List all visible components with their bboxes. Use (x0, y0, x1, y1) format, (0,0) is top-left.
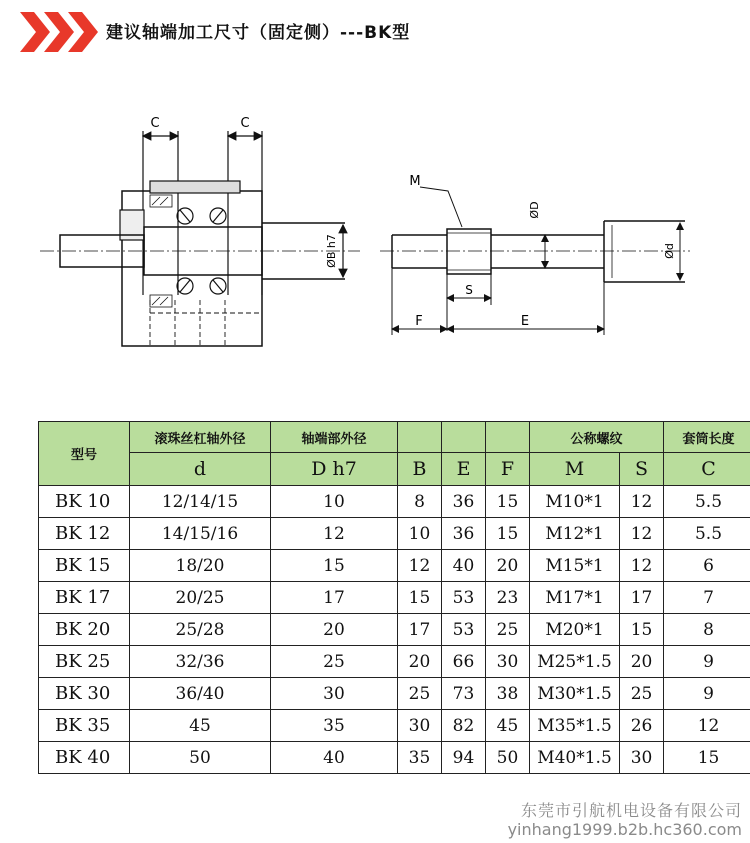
table-row (39, 742, 750, 774)
table-row (39, 710, 750, 742)
table-row (39, 550, 750, 582)
cell-d: 14/15/16 (130, 518, 271, 550)
cell-model: BK 20 (39, 614, 130, 646)
page-title: 建议轴端加工尺寸（固定侧）---BK型 (106, 23, 411, 43)
cell-dh7: 15 (271, 550, 398, 582)
cell-e: 40 (442, 550, 486, 582)
cell-d: 32/36 (130, 646, 271, 678)
cell-model: BK 15 (39, 550, 130, 582)
cell-m: M10*1 (530, 486, 620, 518)
cell-s: 26 (620, 710, 664, 742)
cell-model: BK 17 (39, 582, 130, 614)
cell-m: M30*1.5 (530, 678, 620, 710)
cell-m: M15*1 (530, 550, 620, 582)
cell-b: 15 (398, 582, 442, 614)
cell-f: 38 (486, 678, 530, 710)
cell-b: 25 (398, 678, 442, 710)
cell-b: 8 (398, 486, 442, 518)
cell-e: 53 (442, 582, 486, 614)
table-row (39, 614, 750, 646)
cell-f: 25 (486, 614, 530, 646)
chevron-right-icon (20, 12, 110, 52)
header-f-top (486, 422, 530, 453)
subheader-m: M (530, 453, 620, 486)
dim-label-f: F (415, 314, 423, 329)
cell-m: M20*1 (530, 614, 620, 646)
cell-m: M40*1.5 (530, 742, 620, 774)
dim-label-d-inner: Ød (663, 243, 676, 259)
cell-e: 82 (442, 710, 486, 742)
cell-e: 36 (442, 518, 486, 550)
dim-label-c-right: C (240, 116, 250, 131)
cell-s: 12 (620, 486, 664, 518)
table-row (39, 486, 750, 518)
cell-f: 15 (486, 518, 530, 550)
cell-s: 12 (620, 518, 664, 550)
cell-dh7: 25 (271, 646, 398, 678)
cell-d: 12/14/15 (130, 486, 271, 518)
cell-c: 15 (664, 742, 750, 774)
dim-label-m: M (409, 174, 421, 189)
cell-d: 25/28 (130, 614, 271, 646)
table-header-row (39, 422, 750, 453)
cell-c: 8 (664, 614, 750, 646)
company-name: 东莞市引航机电设备有限公司 (520, 801, 742, 820)
header-e-top (442, 422, 486, 453)
cell-d: 18/20 (130, 550, 271, 582)
page-header (0, 0, 750, 62)
header-end-od: 轴端部外径 (271, 422, 398, 453)
cell-s: 30 (620, 742, 664, 774)
cell-m: M12*1 (530, 518, 620, 550)
cell-dh7: 17 (271, 582, 398, 614)
cell-f: 30 (486, 646, 530, 678)
cell-m: M35*1.5 (530, 710, 620, 742)
cell-f: 50 (486, 742, 530, 774)
cell-f: 20 (486, 550, 530, 582)
cell-e: 66 (442, 646, 486, 678)
cell-m: M17*1 (530, 582, 620, 614)
cell-dh7: 35 (271, 710, 398, 742)
cell-model: BK 30 (39, 678, 130, 710)
cell-d: 20/25 (130, 582, 271, 614)
company-url: yinhang1999.b2b.hc360.com (507, 820, 742, 839)
table-row (39, 582, 750, 614)
cell-dh7: 20 (271, 614, 398, 646)
header-thread: 公称螺纹 (530, 422, 664, 453)
cell-b: 30 (398, 710, 442, 742)
spec-table (38, 421, 750, 774)
cell-c: 12 (664, 710, 750, 742)
cell-b: 17 (398, 614, 442, 646)
cell-b: 35 (398, 742, 442, 774)
header-model: 型号 (39, 422, 130, 486)
cell-e: 73 (442, 678, 486, 710)
cell-s: 15 (620, 614, 664, 646)
cell-e: 53 (442, 614, 486, 646)
cell-model: BK 25 (39, 646, 130, 678)
header-b-top (398, 422, 442, 453)
cell-s: 25 (620, 678, 664, 710)
table-row (39, 678, 750, 710)
header-shaft-od: 滚珠丝杠轴外径 (130, 422, 271, 453)
cell-model: BK 35 (39, 710, 130, 742)
subheader-e: E (442, 453, 486, 486)
cell-f: 23 (486, 582, 530, 614)
subheader-b: B (398, 453, 442, 486)
dim-label-c-left: C (150, 116, 160, 131)
cell-c: 7 (664, 582, 750, 614)
cell-s: 20 (620, 646, 664, 678)
cell-d: 50 (130, 742, 271, 774)
cell-d: 36/40 (130, 678, 271, 710)
cell-b: 12 (398, 550, 442, 582)
cell-c: 5.5 (664, 518, 750, 550)
cell-d: 45 (130, 710, 271, 742)
subheader-dh7: D h7 (271, 453, 398, 486)
cell-b: 10 (398, 518, 442, 550)
cell-s: 12 (620, 550, 664, 582)
cell-model: BK 12 (39, 518, 130, 550)
cell-s: 17 (620, 582, 664, 614)
subheader-d: d (130, 453, 271, 486)
cell-c: 9 (664, 678, 750, 710)
bearing-assembly-view (40, 131, 360, 347)
shaft-profile-view (380, 221, 690, 282)
dim-label-b: ØB h7 (325, 234, 338, 268)
table-row (39, 518, 750, 550)
cell-m: M25*1.5 (530, 646, 620, 678)
header-sleeve-length: 套筒长度 (664, 422, 750, 453)
shaft-end-drawing (0, 95, 750, 355)
dim-label-d-outer: ØD (528, 201, 541, 219)
cell-model: BK 10 (39, 486, 130, 518)
cell-dh7: 40 (271, 742, 398, 774)
table-subheader-row (39, 453, 750, 486)
cell-f: 45 (486, 710, 530, 742)
cell-c: 6 (664, 550, 750, 582)
table-row (39, 646, 750, 678)
cell-e: 94 (442, 742, 486, 774)
cell-dh7: 10 (271, 486, 398, 518)
cell-dh7: 12 (271, 518, 398, 550)
cell-c: 9 (664, 646, 750, 678)
subheader-s: S (620, 453, 664, 486)
cell-model: BK 40 (39, 742, 130, 774)
subheader-c: C (664, 453, 750, 486)
dim-label-s: S (465, 283, 473, 297)
cell-f: 15 (486, 486, 530, 518)
cell-dh7: 30 (271, 678, 398, 710)
dim-label-e: E (520, 314, 530, 329)
subheader-f: F (486, 453, 530, 486)
cell-b: 20 (398, 646, 442, 678)
cell-e: 36 (442, 486, 486, 518)
cell-c: 5.5 (664, 486, 750, 518)
